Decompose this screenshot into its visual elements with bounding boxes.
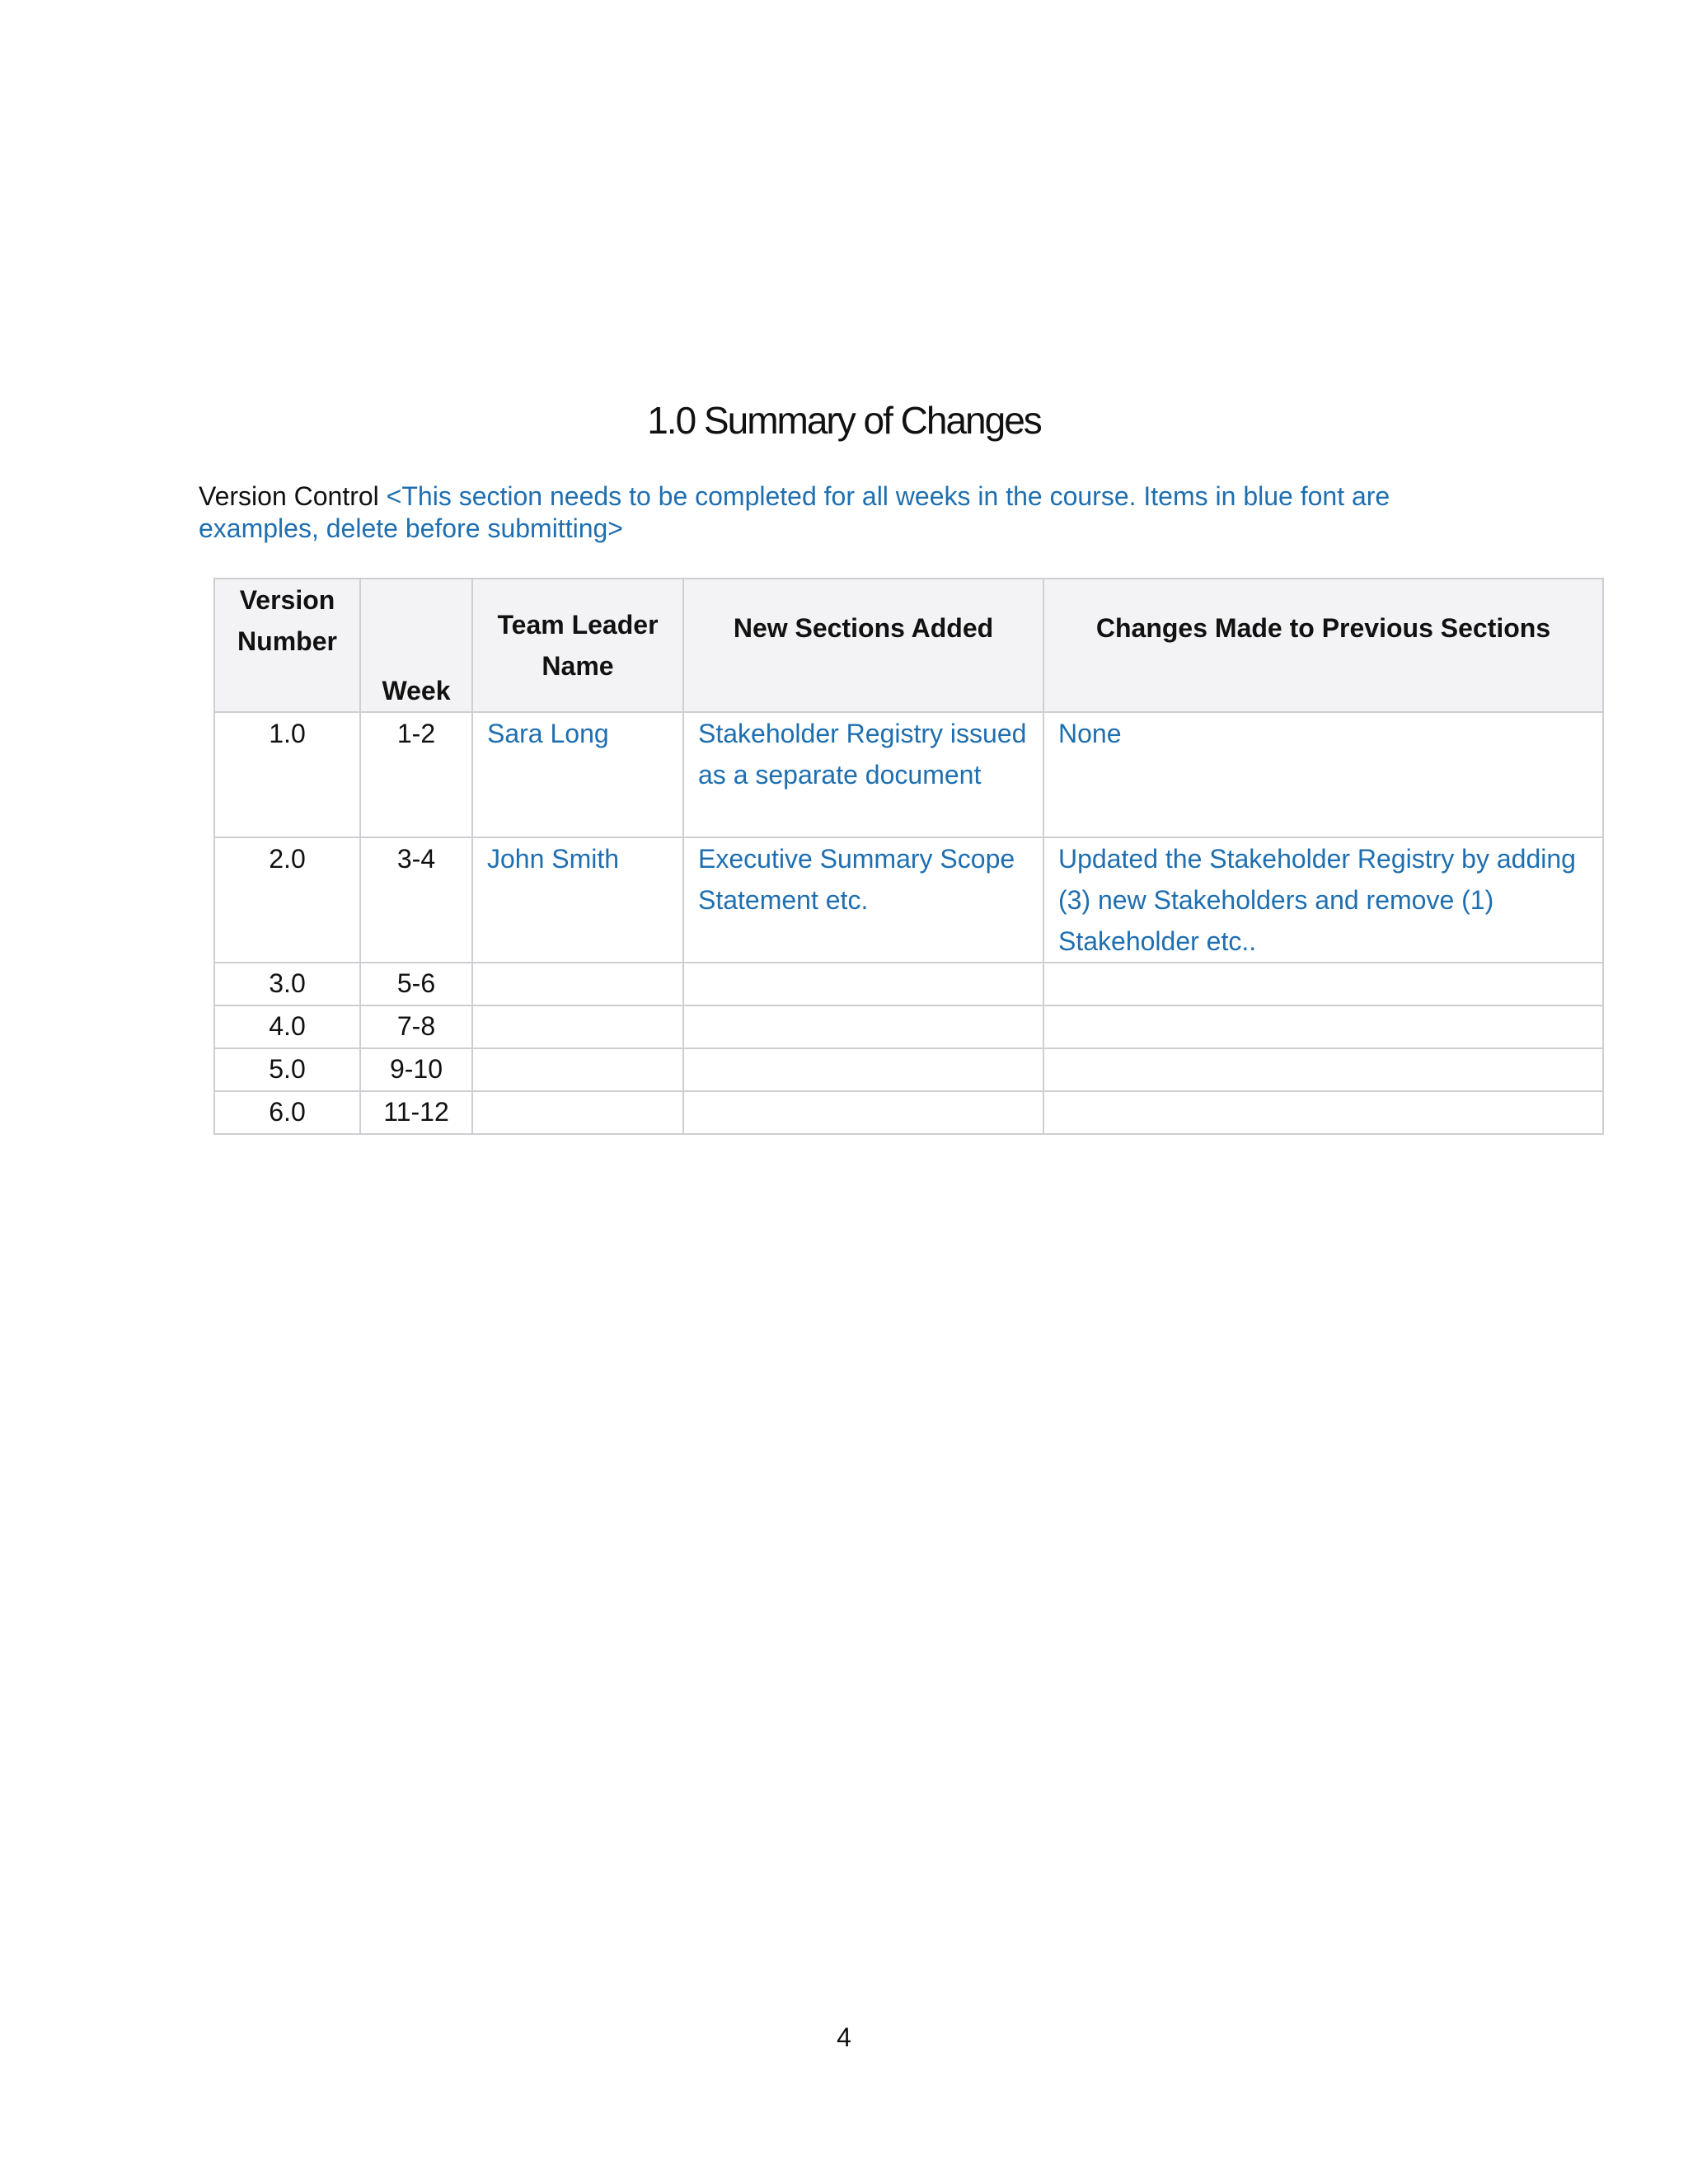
- cell-team-leader: [472, 1091, 683, 1134]
- cell-week: 3-4: [360, 837, 472, 963]
- cell-version: 4.0: [214, 1005, 360, 1048]
- header-week: Week: [360, 579, 472, 712]
- table-row: [214, 963, 1603, 1005]
- table-row: [214, 1091, 1603, 1134]
- cell-version: 2.0: [214, 837, 360, 963]
- cell-week: 7-8: [360, 1005, 472, 1048]
- cell-version: 5.0: [214, 1048, 360, 1091]
- cell-team-leader: Sara Long: [472, 712, 683, 837]
- page-number: 4: [837, 2022, 851, 2052]
- version-control-label: Version Control: [199, 481, 379, 511]
- cell-changes: [1043, 1005, 1603, 1048]
- table-row: [214, 837, 1603, 963]
- table-header-row: [214, 579, 1603, 712]
- cell-changes: Updated the Stakeholder Registry by adding (3) new Stakeholders and remove (1) Stakeholder etc..: [1043, 837, 1603, 963]
- cell-new-sections: Executive Summary Scope Statement etc.: [683, 837, 1043, 963]
- cell-version: 1.0: [214, 712, 360, 837]
- cell-team-leader: John Smith: [472, 837, 683, 963]
- cell-week: 5-6: [360, 963, 472, 1005]
- header-version-number: Version Number: [214, 579, 360, 712]
- table-row: [214, 1005, 1603, 1048]
- cell-version: 6.0: [214, 1091, 360, 1134]
- cell-week: 1-2: [360, 712, 472, 837]
- cell-week: 9-10: [360, 1048, 472, 1091]
- table-row: [214, 1048, 1603, 1091]
- cell-version: 3.0: [214, 963, 360, 1005]
- cell-team-leader: [472, 1005, 683, 1048]
- version-control-table: [213, 578, 1604, 1135]
- cell-new-sections: [683, 963, 1043, 1005]
- header-changes-made: Changes Made to Previous Sections: [1043, 579, 1603, 712]
- cell-new-sections: [683, 1091, 1043, 1134]
- cell-changes: [1043, 1048, 1603, 1091]
- version-control-intro: [199, 480, 1501, 545]
- cell-new-sections: [683, 1048, 1043, 1091]
- table-row: [214, 712, 1603, 837]
- cell-team-leader: [472, 963, 683, 1005]
- cell-week: 11-12: [360, 1091, 472, 1134]
- header-team-leader-name: Team Leader Name: [472, 579, 683, 712]
- page-title: 1.0 Summary of Changes: [647, 399, 1041, 442]
- cell-new-sections: [683, 1005, 1043, 1048]
- header-new-sections-added: New Sections Added: [683, 579, 1043, 712]
- cell-team-leader: [472, 1048, 683, 1091]
- cell-new-sections: Stakeholder Registry issued as a separate document: [683, 712, 1043, 837]
- instruction-note: <This section needs to be completed for all weeks in the course. Items in blue font are examples, delete before submitting>: [199, 481, 1390, 543]
- cell-changes: None: [1043, 712, 1603, 837]
- cell-changes: [1043, 1091, 1603, 1134]
- cell-changes: [1043, 963, 1603, 1005]
